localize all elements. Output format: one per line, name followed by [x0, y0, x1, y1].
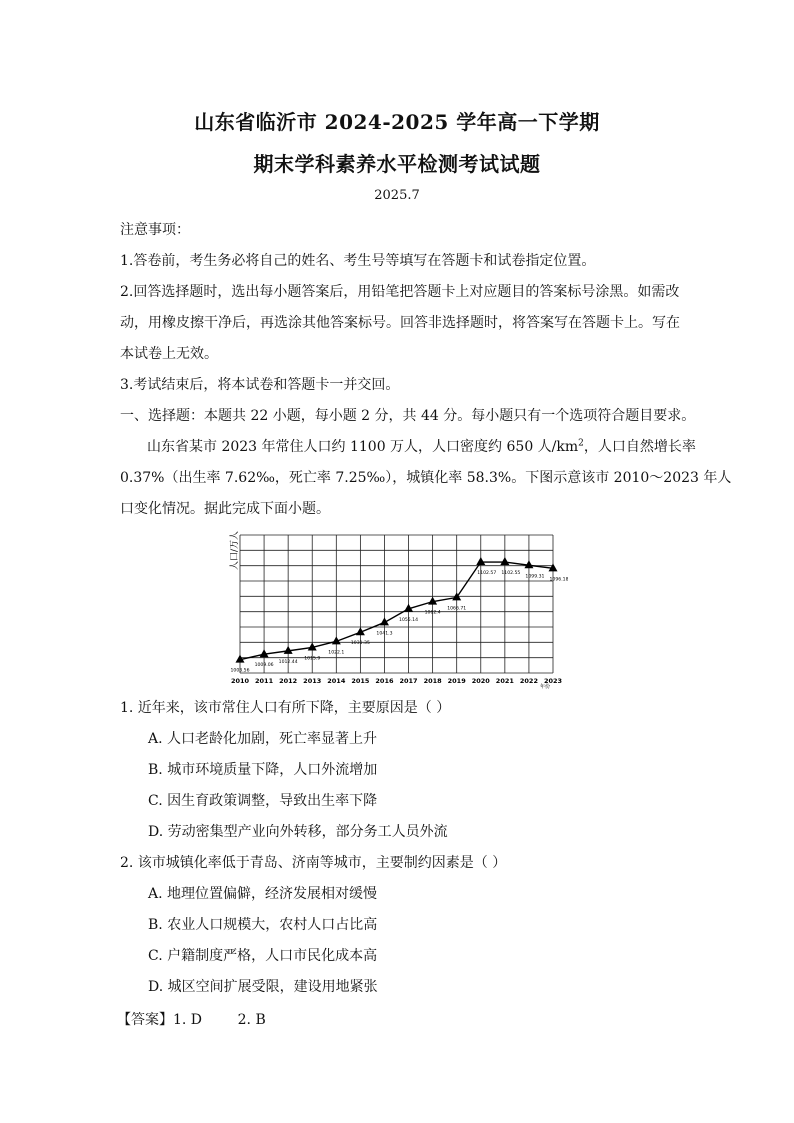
- data-label: 1102.55: [501, 571, 521, 577]
- x-tick-label: 2017: [399, 677, 418, 685]
- data-point-marker: [500, 557, 509, 565]
- x-tick-label: 2016: [375, 677, 394, 685]
- material-line-1: [147, 436, 696, 456]
- chart-series: [231, 557, 569, 674]
- x-tick-label: 2011: [255, 677, 274, 685]
- data-label: 1022.1: [328, 650, 345, 656]
- x-tick-label: 2014: [327, 677, 346, 685]
- exam-date: 2025.7: [374, 188, 420, 203]
- population-line: [240, 562, 553, 660]
- x-tick-label: 2018: [423, 677, 442, 685]
- answer-text: 1. D 2. B: [173, 1012, 266, 1028]
- question-2-option-b: B. 农业人口规模大，农村人口占比高: [148, 917, 378, 933]
- notice-item-3: 3.考试结束后，将本试卷和答题卡一并交回。: [120, 377, 400, 393]
- chart-x-label: 年份: [540, 684, 551, 690]
- question-2-stem: 2. 该市城镇化率低于青岛、济南等城市，主要制约因素是（ ）: [120, 855, 507, 871]
- data-label: 1055.14: [399, 617, 419, 623]
- data-point-marker: [476, 557, 485, 565]
- x-tick-label: 2015: [351, 677, 370, 685]
- data-label: 1041.3: [376, 631, 393, 637]
- population-chart: [228, 526, 568, 691]
- question-1-option-d: D. 劳动密集型产业向外转移，部分务工人员外流: [148, 824, 448, 840]
- data-label: 1066.71: [447, 606, 467, 612]
- data-label: 1102.57: [477, 571, 497, 577]
- question-2-option-c: C. 户籍制度严格，人口市民化成本高: [148, 948, 378, 964]
- x-tick-label: 2012: [279, 677, 298, 685]
- x-tick-label: 2019: [447, 677, 466, 685]
- notice-item-2-line-2: 动，用橡皮擦干净后，再选涂其他答案标号。回答非选择题时，将答案写在答题卡上。写在: [120, 315, 680, 331]
- question-2-option-a: A. 地理位置偏僻，经济发展相对缓慢: [148, 886, 378, 902]
- data-label: 1031.35: [350, 641, 370, 647]
- page-subtitle: 期末学科素养水平检测考试试题: [253, 152, 541, 176]
- page-title: 山东省临沂市 2024-2025 学年高一下学期: [194, 110, 600, 134]
- data-label: 1009.06: [254, 663, 274, 669]
- x-tick-label: 2010: [230, 677, 250, 685]
- data-label: 1062.4: [424, 610, 441, 616]
- x-tick-label: 2020: [471, 677, 490, 685]
- x-tick-label: 2021: [495, 677, 514, 685]
- data-label: 1015.9: [304, 656, 321, 662]
- chart-y-label: 人口/万人: [230, 530, 240, 570]
- data-label: 1012.44: [278, 659, 298, 665]
- material-line-1-b: ，人口自然增长率: [583, 439, 696, 455]
- chart-x-ticks: [231, 677, 562, 685]
- section-heading: 一、选择题：本题共 22 小题，每小题 2 分，共 44 分。每小题只有一个选项符合题目要求。: [120, 408, 696, 424]
- notice-item-2-line-1: 2.回答选择题时，选出每小题答案后，用铅笔把答题卡上对应题目的答案标号涂黑。如需改: [120, 284, 680, 300]
- data-label: 1096.18: [549, 577, 568, 583]
- material-line-2: 0.37%（出生率 7.62‰，死亡率 7.25‰），城镇化率 58.3%。下图示意该市 2010～2023 年人: [120, 470, 732, 486]
- question-2-option-d: D. 城区空间扩展受限，建设用地紧张: [148, 979, 378, 995]
- notice-heading: 注意事项：: [120, 222, 190, 238]
- material-line-1-a: 山东省某市 2023 年常住人口约 1100 万人，人口密度约 650 人/km: [147, 439, 579, 455]
- question-1-option-a: A. 人口老龄化加剧，死亡率显著上升: [148, 731, 378, 747]
- question-1-option-b: B. 城市环境质量下降，人口外流增加: [148, 762, 378, 778]
- answer-line: [117, 1009, 266, 1029]
- material-superscript: 2: [578, 438, 584, 449]
- x-tick-label: 2022: [519, 677, 538, 685]
- data-label: 1099.31: [525, 574, 545, 580]
- x-tick-label: 2023: [543, 677, 563, 685]
- notice-item-1: 1.答卷前，考生务必将自己的姓名、考生号等填写在答题卡和试卷指定位置。: [120, 253, 596, 269]
- question-1-option-c: C. 因生育政策调整，导致出生率下降: [148, 793, 378, 809]
- question-1-stem: 1. 近年来，该市常住人口有所下降，主要原因是（ ）: [120, 700, 451, 716]
- material-line-3: 口变化情况。据此完成下面小题。: [120, 501, 330, 517]
- x-tick-label: 2013: [303, 677, 322, 685]
- notice-item-2-line-3: 本试卷上无效。: [120, 346, 218, 362]
- answer-label: 【答案】: [117, 1012, 173, 1028]
- data-label: 1003.56: [230, 668, 250, 674]
